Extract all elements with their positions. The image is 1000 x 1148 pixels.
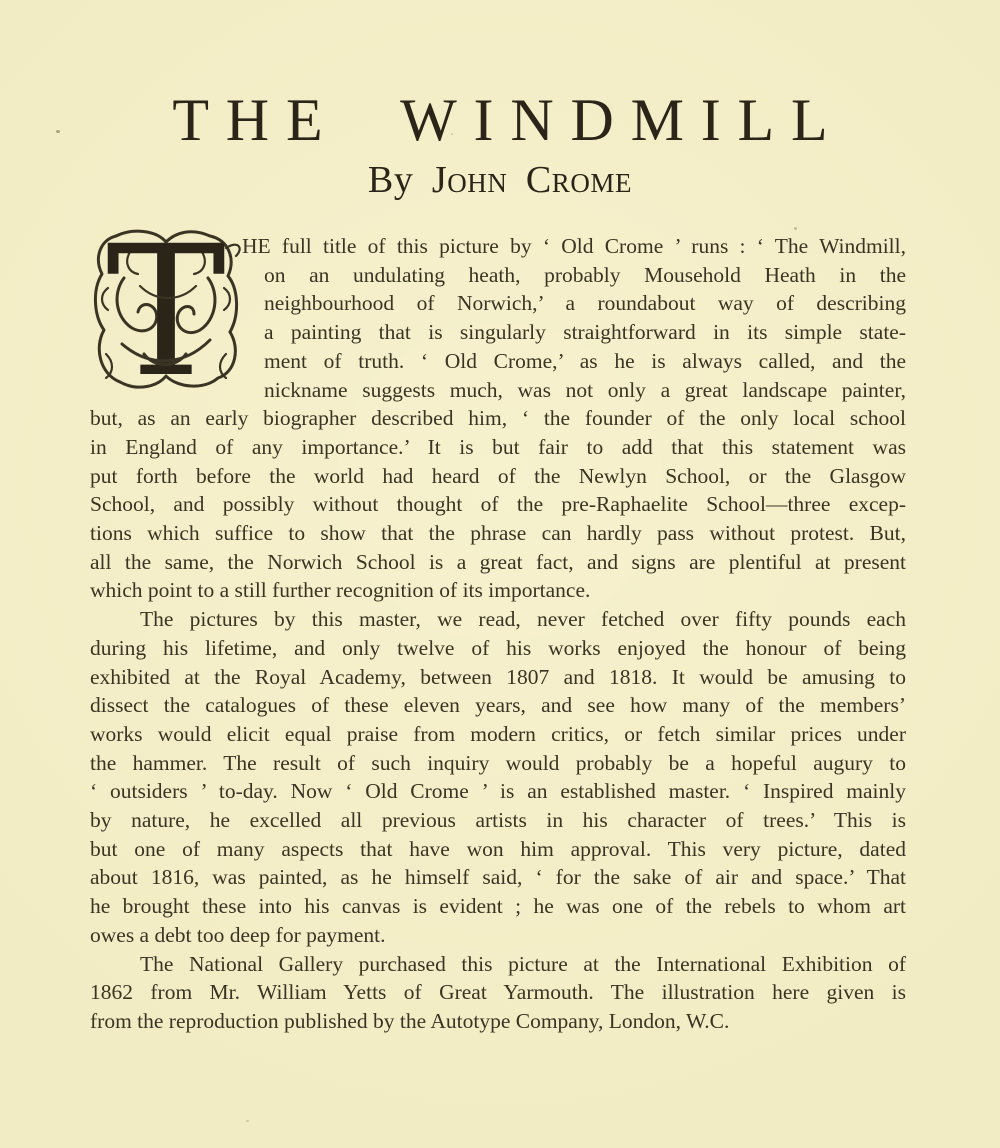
byline [0,158,1000,202]
text-line: works would elicit equal praise from modern critics, or fetch similar prices under [90,721,906,746]
text-line: the hammer. The result of such inquiry would probably be a hopeful augury to [90,750,906,775]
text-line: put forth before the world had heard of the Newlyn School, or the Glasgow [90,463,906,488]
ornamental-drop-cap [86,226,264,398]
text-line: from the reproduction published by the Autotype Company, London, W.C. [90,1008,730,1033]
text-line: The pictures by this master, we read, never fetched over fifty pounds each [140,607,906,632]
text-line: by nature, he excelled all previous artists in his character of trees.’ This is [90,808,906,833]
text-line: HE full title of this picture by ‘ Old Crome ’ runs : ‘ The Windmill, [242,234,906,258]
text-line: but one of many aspects that have won him approval. This very picture, dated [90,836,906,861]
text-line: dissect the catalogues of these eleven years, and see how many of the members’ [90,693,906,718]
text-line: School, and possibly without thought of the pre-Raphaelite School—three excep- [90,492,906,517]
text-line: about 1816, was painted, as he himself said, ‘ for the sake of air and space.’ That [90,865,906,890]
text-line: which point to a still further recognition of its importance. [90,578,591,603]
paper-speck [246,1120,249,1122]
text-line: a painting that is singularly straightforward in its simple state- [264,320,906,345]
text-line: all the same, the Norwich School is a great fact, and signs are plentiful at present [90,549,906,574]
text-line: during his lifetime, and only twelve of his works enjoyed the honour of being [90,635,906,660]
paragraph-national-gallery [90,950,906,1036]
paragraph-intro [90,226,906,605]
text-line: owes a debt too deep for payment. [90,922,386,947]
drop-cap-letter: T [105,226,227,396]
text-line: he brought these into his canvas is evident ; he was one of the rebels to whom art [90,894,906,919]
text-line: ‘ outsiders ’ to-day. Now ‘ Old Crome ’ is an established master. ‘ Inspired mainly [90,779,906,804]
text-line: exhibited at the Royal Academy, between 1807 and 1818. It would be amusing to [90,664,906,689]
byline-author: John Crome [431,159,633,201]
text-line: 1862 from Mr. William Yetts of Great Yarmouth. The illustration here given is [90,980,906,1005]
text-line: nickname suggests much, was not only a great landscape painter, [264,377,906,402]
ornamental-initial-icon [86,226,246,396]
paper-speck [794,227,797,230]
text-line: ment of truth. ‘ Old Crome,’ as he is always called, and the [264,348,906,373]
text-line: but, as an early biographer described him, ‘ the founder of the only local school [90,406,906,431]
article-body [90,226,906,1036]
text-line: neighbourhood of Norwich,’ a roundabout way of describing [264,291,906,316]
text-line: The National Gallery purchased this picture at the International Exhibition of [140,951,906,976]
page-title: THE WINDMILL [172,87,845,153]
text-line: on an undulating heath, probably Mousehold Heath in the [264,262,906,287]
byline-prefix: By [367,159,414,201]
paragraph-pictures [90,605,906,949]
text-line: tions which suffice to show that the phrase can hardly pass without protest. But, [90,521,906,546]
text-line: in England of any importance.’ It is but fair to add that this statement was [90,434,906,459]
